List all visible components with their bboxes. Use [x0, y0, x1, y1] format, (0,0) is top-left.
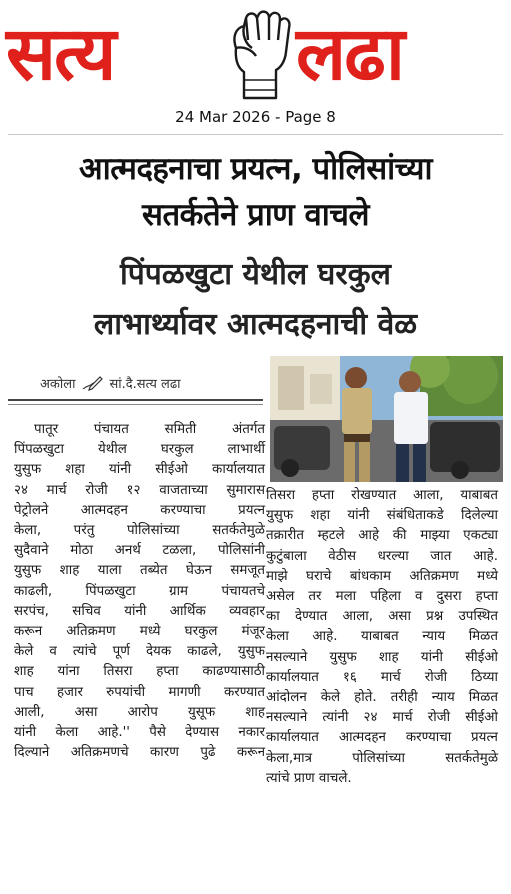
article-line: दिल्याने अतिक्रमणचे कारण पुढे करून [14, 745, 265, 761]
article-line: २४ मार्च रोजी १२ वाजताच्या सुमारास [14, 482, 265, 498]
article-line: केला,मात्र पोलिसांच्या सतर्कतेमुळे [266, 750, 498, 766]
byline-place: अकोला [40, 377, 76, 392]
article-line: कार्यालयात आत्मदहन करण्याचा प्रयत्न [266, 730, 498, 746]
article-line: का देण्यात आला, असा प्रश्न उपस्थित [266, 609, 498, 625]
article-line: केला आहे. याबाबत न्याय मिळत [266, 629, 498, 645]
article-line: पाच हजार रुपयांची मागणी करण्यात [14, 684, 265, 700]
article-line: कुटुंबाला वेठीस धरल्या जात आहे. [266, 548, 498, 564]
masthead-name-right: लढा [296, 11, 403, 97]
article-line: सरपंच, सचिव यांनी आर्थिक व्यवहार [14, 603, 265, 619]
article-column-right [266, 486, 498, 789]
byline-divider [8, 399, 263, 401]
article-line: असेल तर मला पहिला व दुसरा हप्ता [266, 589, 498, 605]
article-column-left [14, 420, 265, 763]
article-line: आली, असा आरोप युसूफ शाह [14, 704, 265, 720]
headline-line-1: आत्मदहनाचा प्रयत्न, पोलिसांच्या [79, 151, 432, 187]
byline-divider-thin [8, 404, 263, 405]
pen-writing-icon [81, 375, 103, 391]
article-line: माझे घराचे बांधकाम अतिक्रमण मध्ये [266, 568, 498, 584]
article-line: केले व त्यांचे पूर्ण देयक काढले, युसुफ [14, 644, 265, 660]
byline [40, 374, 181, 392]
article-line: आंदोलन केले होते. तरीही न्याय मिळत [266, 690, 498, 706]
byline-source: सां.दै.सत्य लढा [109, 377, 181, 392]
article-line: पातूर पंचायत समिती अंतर्गत [34, 422, 265, 437]
subheadline-line-1: पिंपळखुटा येथील घरकुल [119, 257, 392, 292]
article-line: त्यांचे प्राण वाचले. [266, 770, 352, 786]
article-line: पिंपळखुटा येथील घरकुल लाभार्थी [14, 442, 265, 458]
article-line: युसुफ शहा यांनी सीईओ कार्यालयात [14, 462, 265, 478]
article-line: पेट्रोलने आत्मदहन करण्याचा प्रयत्न [14, 502, 265, 518]
headline [0, 146, 511, 238]
headline-line-2: सतर्कतेने प्राण वाचले [142, 197, 369, 233]
article-line: करून अतिक्रमण मध्ये घरकुल मंजूर [14, 624, 265, 640]
article-line: तक्रारीत म्हटले आहे की माझ्या एकट्या [266, 528, 498, 544]
article-line: कार्यालयात १६ मार्च रोजी ठिय्या [266, 669, 498, 685]
article-line: काढली, पिंपळखुटा ग्राम पंचायतचे [14, 583, 265, 599]
article-line: नसल्याने त्यांनी २४ मार्च रोजी सीईओ [266, 710, 498, 726]
article-line: शाह यांना तिसरा हप्ता काढण्यासाठी [14, 664, 265, 680]
dateline: 24 Mar 2026 - Page 8 [175, 108, 336, 126]
article-line: युसुफ शहा यांनी संबंधिताकडे दिलेल्या [266, 508, 498, 524]
raised-fist-icon [222, 6, 296, 102]
article-line: तिसरा हप्ता रोखण्यात आला, याबाबत [266, 488, 498, 503]
news-photo [270, 356, 503, 482]
article-line: युसुफ शाह याला तब्येत घेऊन समजूत [14, 563, 265, 579]
article-line: सुदैवाने मोठा अनर्थ टळला, पोलिसांनी [14, 543, 265, 559]
top-divider [8, 134, 503, 135]
article-line: केला, परंतु पोलिसांच्या सतर्कतेमुळे [14, 523, 265, 539]
subheadline-line-2: लाभार्थ्यावर आत्मदहनाची वेळ [93, 307, 418, 342]
subheadline [0, 250, 511, 350]
masthead-name-left: सत्य [6, 11, 115, 97]
article-line: नसल्याने युसुफ शाह यांनी सीईओ [266, 649, 498, 665]
masthead [0, 0, 511, 108]
article-line: यांनी केला आहे.'' पैसे देण्यास नकार [14, 725, 265, 741]
